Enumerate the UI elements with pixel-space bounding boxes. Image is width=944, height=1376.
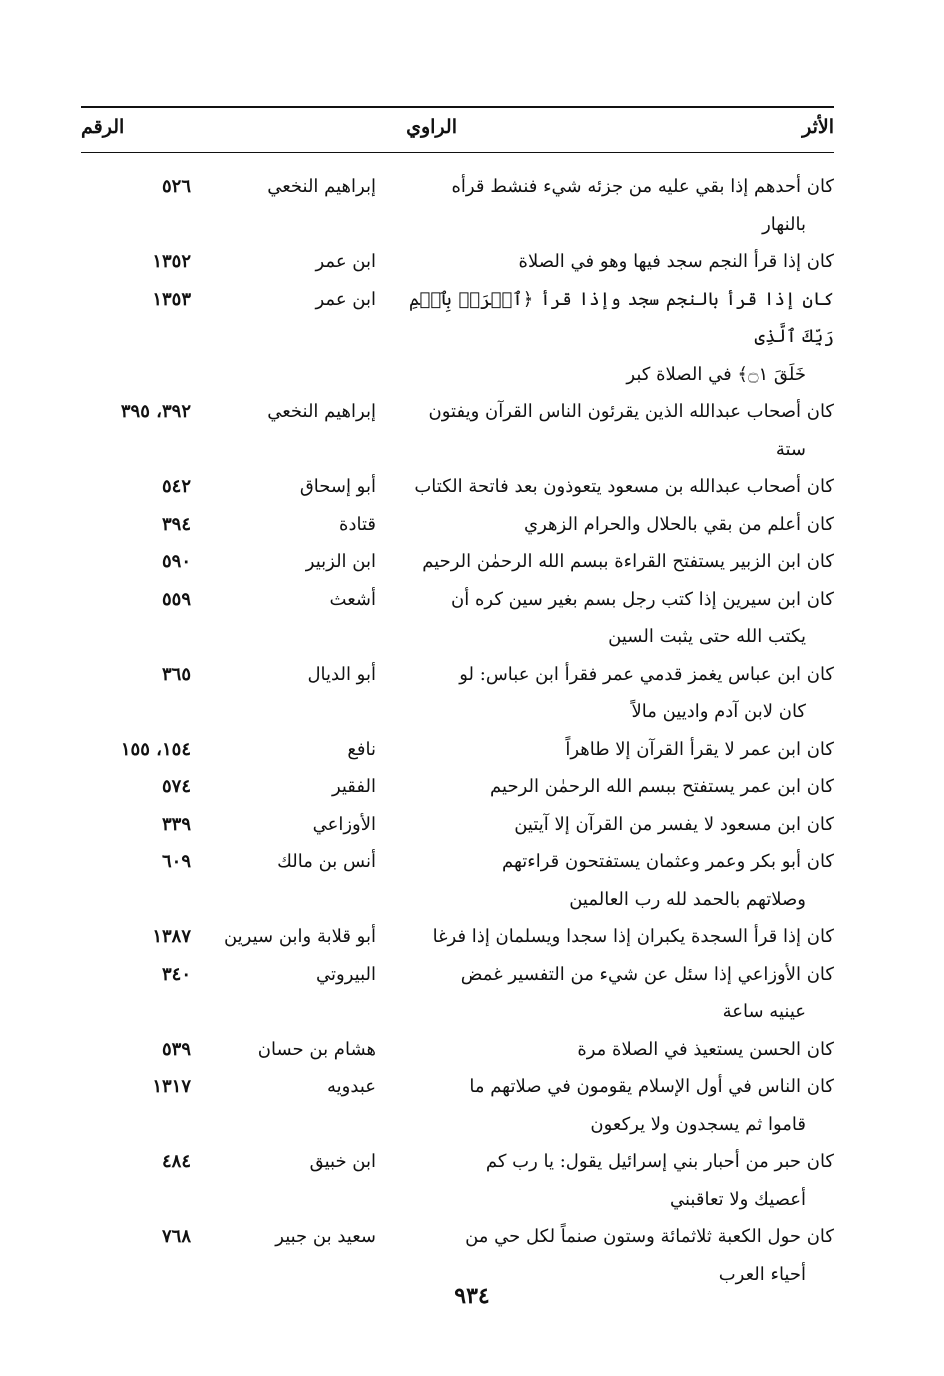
athar-line: كان ابن الزبير يستفتح القراءة ببسم الله الرحمٰن الرحيم [422, 551, 834, 572]
raqm-number: ٥٢٦ [161, 176, 191, 197]
table-row [81, 168, 834, 243]
athar-line: كان أحدهم إذا بقي عليه من جزئه شيء فنشط قرأه [451, 176, 834, 197]
athar-line: كان الناس في أول الإسلام يقومون في صلاتهم ما [469, 1076, 834, 1097]
rawi-name: أبو الديال [307, 663, 376, 685]
athar-continuation: عينيه ساعة [722, 1001, 806, 1022]
raqm-number: ٥٧٤ [161, 776, 191, 797]
athar-line: كان ابن سيرين إذا كتب رجل بسم بغير سين كره أن [451, 588, 834, 610]
athar-text [409, 731, 834, 769]
rawi-name: إبراهيم النخعي [267, 176, 376, 197]
athar-text [409, 168, 834, 243]
raqm-number: ٣٩٤ [161, 513, 191, 535]
athar-line: كان ابن عمر لا يقرأ القرآن إلا طاهراً [565, 738, 834, 760]
athar-text [409, 1218, 834, 1293]
athar-line: كان أبو بكر وعمر وعثمان يستفتحون قراءتهم [502, 851, 834, 872]
athar-continuation: كان لابن آدم واديين مالاً [631, 701, 806, 722]
table-row [81, 468, 834, 506]
athar-continuation: بالنهار [762, 213, 806, 235]
athar-text [409, 393, 834, 468]
athar-line: كان الأوزاعي إذا سئل عن شيء من التفسير غمض [460, 963, 834, 985]
rawi-name: الفقير [331, 776, 376, 797]
athar-continuation: ستة [775, 438, 806, 460]
athar-text [409, 656, 834, 731]
rawi-name: قتادة [339, 513, 376, 535]
rawi-name: إبراهيم النخعي [267, 401, 376, 422]
athar-continuation: أعصيك ولا تعاقبني [669, 1188, 806, 1210]
table-row [81, 806, 834, 844]
athar-text [409, 281, 834, 394]
athar-line: كان أصحاب عبدالله الذين يقرئون الناس القرآن ويفتون [428, 401, 834, 422]
raqm-number: ١٥٤، ١٥٥ [120, 738, 191, 760]
athar-text [409, 1031, 834, 1069]
raqm-number: ٣٦٥ [161, 663, 191, 685]
raqm-number: ١٣١٧ [152, 1076, 191, 1097]
table-row [81, 581, 834, 656]
athar-continuation: قاموا ثم يسجدون ولا يركعون [590, 1113, 806, 1135]
athar-line: كان ابن عباس يغمز قدمي عمر فقرأ ابن عباس: لو [459, 663, 834, 685]
raqm-number: ١٣٨٧ [152, 926, 191, 947]
rawi-name: نافع [347, 738, 376, 760]
raqm-number: ٥٩٠ [161, 551, 191, 572]
table-row [81, 1068, 834, 1143]
column-header-rawi: الراوي [406, 116, 457, 138]
rawi-name: ابن عمر [315, 251, 376, 272]
athar-text [409, 243, 834, 281]
raqm-number: ٥٤٢ [161, 476, 191, 497]
athar-line: كان حول الكعبة ثلاثمائة وستون صنماً لكل حي من [465, 1226, 834, 1247]
rawi-name: أنس بن مالك [277, 851, 376, 872]
athar-text [409, 1068, 834, 1143]
athar-text [409, 506, 834, 544]
rawi-name: أبو إسحاق [299, 476, 376, 497]
raqm-number: ٣٣٩ [161, 813, 191, 835]
raqm-number: ٥٥٩ [161, 588, 191, 610]
athar-line: كان إذا قرأ السجدة يكبران إذا سجدا ويسلمان إذا فرغا [432, 926, 834, 947]
athar-line: كان إذا قرأ بالنجم سجد وإذا قرأ ﴿ٱقۡرَأۡ بِٱسۡمِ رَبِّكَ ٱلَّذِى [409, 288, 834, 347]
raqm-number: ٣٩٢، ٣٩٥ [120, 401, 191, 422]
athar-line: كان ابن عمر يستفتح ببسم الله الرحمٰن الرحيم [490, 776, 834, 797]
athar-text [409, 843, 834, 918]
table-row [81, 1143, 834, 1218]
column-header-athar: الأثر [802, 116, 834, 138]
rawi-name: ابن عمر [315, 288, 376, 310]
table-row [81, 956, 834, 1031]
table-row [81, 393, 834, 468]
rawi-name: البيروتي [316, 963, 376, 985]
raqm-number: ٧٦٨ [161, 1226, 191, 1247]
athar-text [409, 581, 834, 656]
table-row [81, 243, 834, 281]
table-row [81, 1218, 834, 1293]
athar-text [409, 543, 834, 581]
rawi-name: الأوزاعي [312, 813, 376, 835]
athar-text [409, 806, 834, 844]
athar-line: كان الحسن يستعيذ في الصلاة مرة [577, 1038, 834, 1060]
athar-text [409, 956, 834, 1031]
rawi-name: هشام بن حسان [257, 1038, 376, 1060]
table-row [81, 918, 834, 956]
athar-line: كان إذا قرأ النجم سجد فيها وهو في الصلاة [518, 251, 834, 272]
athar-line: كان أعلم من بقي بالحلال والحرام الزهري [524, 513, 834, 535]
top-rule [81, 106, 834, 108]
athar-continuation: وصلاتهم بالحمد لله رب العالمين [569, 888, 806, 910]
athar-continuation: خَلَقَ ۝١﴾ في الصلاة كبر [626, 363, 806, 385]
table-header [81, 112, 834, 146]
rawi-name: ابن الزبير [305, 551, 376, 572]
rawi-name: أبو قلابة وابن سيرين [223, 926, 376, 947]
raqm-number: ٣٤٠ [161, 963, 191, 985]
rawi-name: عبدويه [327, 1076, 376, 1097]
column-header-raqm: الرقم [81, 116, 125, 138]
table-row [81, 506, 834, 544]
rawi-name: ابن خبيق [309, 1151, 376, 1172]
athar-line: كان أصحاب عبدالله بن مسعود يتعوذون بعد فاتحة الكتاب [414, 476, 834, 497]
athar-line: كان ابن مسعود لا يفسر من القرآن إلا آيتين [514, 813, 834, 835]
athar-text [409, 1143, 834, 1218]
raqm-number: ١٣٥٣ [152, 288, 191, 310]
raqm-number: ٤٨٤ [161, 1151, 191, 1172]
table-row [81, 543, 834, 581]
table-row [81, 656, 834, 731]
header-rule [81, 152, 834, 153]
raqm-number: ١٣٥٢ [152, 251, 191, 272]
rawi-name: سعيد بن جبير [275, 1226, 376, 1247]
raqm-number: ٦٠٩ [161, 851, 191, 872]
raqm-number: ٥٣٩ [161, 1038, 191, 1060]
athar-line: كان حبر من أحبار بني إسرائيل يقول: يا رب كم [485, 1151, 834, 1172]
table-row [81, 281, 834, 394]
athar-continuation: يكتب الله حتى يثبت السين [608, 626, 806, 647]
athar-text [409, 918, 834, 956]
rawi-name: أشعث [329, 588, 376, 610]
table-row [81, 843, 834, 918]
index-table [81, 168, 834, 1293]
athar-continuation: أحياء العرب [718, 1263, 806, 1285]
athar-text [409, 468, 834, 506]
athar-text [409, 768, 834, 806]
page-number: ٩٣٤ [454, 1283, 490, 1309]
table-row [81, 731, 834, 769]
table-row [81, 1031, 834, 1069]
table-row [81, 768, 834, 806]
